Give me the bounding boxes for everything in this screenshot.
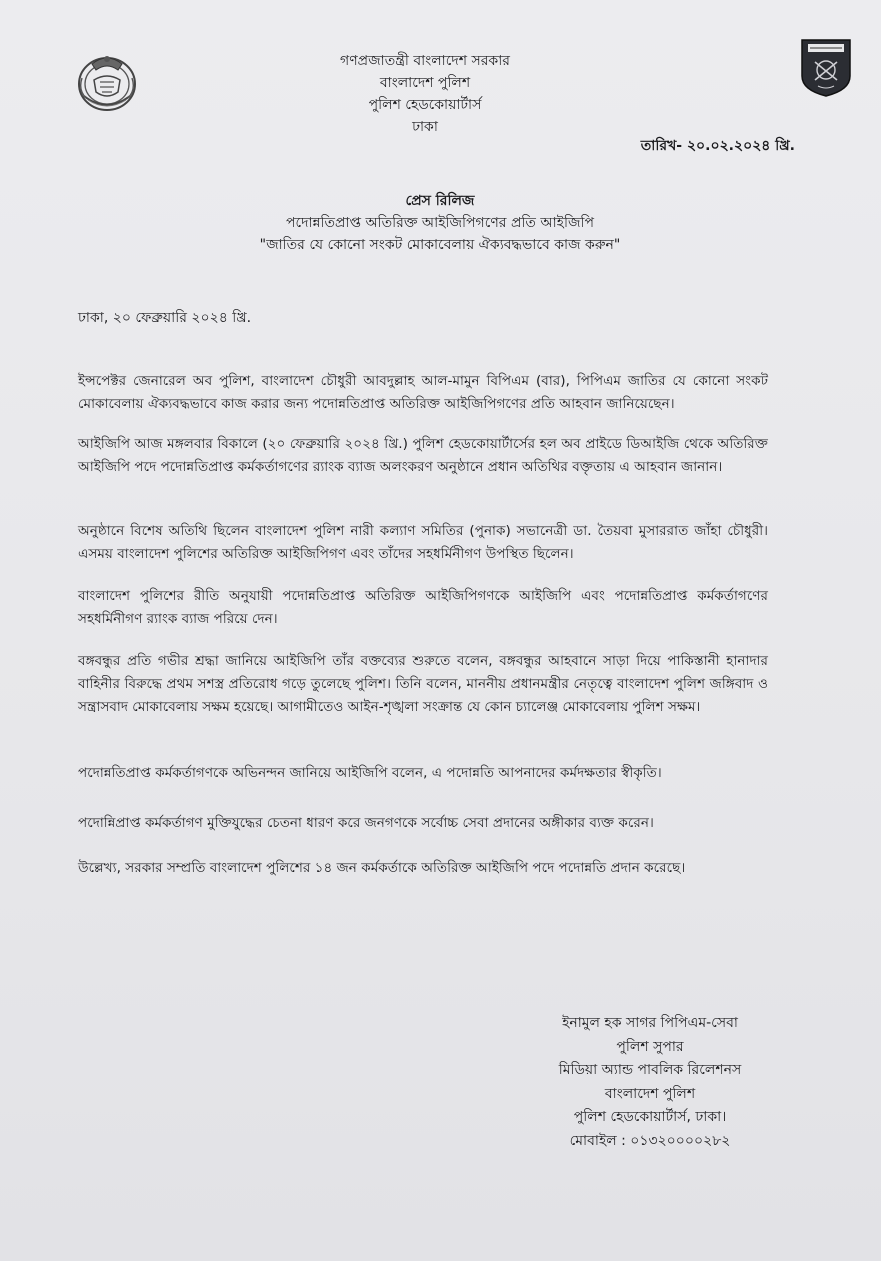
body-paragraph: বাংলাদেশ পুলিশের রীতি অনুযায়ী পদোন্নতিপ্রাপ্ত অতিরিক্ত আইজিপিগণকে আইজিপি এবং পদোন্নতিপ্রাপ্ত কর্মকর্তাগণের সহধর্মিনীগণ র‍্যাংক ব্যাজ পরিয়ে দেন। [78, 588, 768, 627]
letterhead [300, 50, 550, 138]
press-release-title: প্রেস রিলিজ [405, 193, 475, 209]
police-shield-badge-icon [800, 38, 852, 98]
press-release-quote: "জাতির যে কোনো সংকট মোকাবেলায় ঐক্যবদ্ধভাবে কাজ করুন" [259, 237, 621, 253]
signature-block [520, 1012, 780, 1153]
body-paragraph: উল্লেখ্য, সরকার সম্প্রতি বাংলাদেশ পুলিশের ১৪ জন কর্মকর্তাকে অতিরিক্ত আইজিপি পদে পদোন্নতি প্রদান করেছে। [78, 860, 686, 876]
letterhead-office: পুলিশ হেডকোয়ার্টার্স [368, 97, 482, 113]
signatory-office: পুলিশ হেডকোয়ার্টার্স, ঢাকা। [573, 1109, 727, 1125]
signatory-rank: পুলিশ সুপার [616, 1038, 684, 1055]
body-paragraph: পদোন্নতিপ্রাপ্ত কর্মকর্তাগণকে অভিনন্দন জানিয়ে আইজিপি বলেন, এ পদোন্নতি আপনাদের কর্মদক্ষতার স্বীকৃতি। [78, 765, 662, 781]
letterhead-government: গণপ্রজাতন্ত্রী বাংলাদেশ সরকার [340, 53, 510, 69]
body-paragraph: পদোন্নিপ্রাপ্ত কর্মকর্তাগণ মুক্তিযুদ্ধের চেতনা ধারণ করে জনগণকে সর্বোচ্চ সেবা প্রদানের অঙ্গীকার ব্যক্ত করেন। [78, 815, 654, 831]
letterhead-organization: বাংলাদেশ পুলিশ [379, 75, 471, 91]
signatory-organization: বাংলাদেশ পুলিশ [604, 1085, 696, 1102]
signatory-name: ইনামুল হক সাগর পিপিএম-সেবা [562, 1015, 738, 1031]
press-release-heading [200, 190, 680, 256]
dateline: ঢাকা, ২০ ফেব্রুয়ারি ২০২৪ খ্রি. [78, 310, 252, 326]
signatory-mobile: মোবাইল : ০১৩২০০০০২৮২ [569, 1132, 731, 1149]
body-paragraph: আইজিপি আজ মঙ্গলবার বিকালে (২০ ফেব্রুয়ারি ২০২৪ খ্রি.) পুলিশ হেডকোয়ার্টার্সের হল অব প্রাইডে ডিআইজি থেকে অতিরিক্ত আইজিপি পদে পদোন্নতিপ্রাপ্ত কর্মকর্তাগণের র‍্যাংক ব্যাজ অলংকরণ অনুষ্ঠানে প্রধান অতিথির বক্তৃতায় এ আহবান জানান। [78, 436, 768, 475]
document-date: তারিখ- ২০.০২.২০২৪ খ্রি. [640, 138, 795, 154]
bangladesh-police-crest-icon [74, 50, 140, 116]
letterhead-city: ঢাকা [412, 119, 438, 135]
body-paragraph: বঙ্গবন্ধুর প্রতি গভীর শ্রদ্ধা জানিয়ে আইজিপি তাঁর বক্তব্যের শুরুতে বলেন, বঙ্গবন্ধুর আহবানে সাড়া দিয়ে পাকিস্তানী হানাদার বাহিনীর বিরুদ্ধে প্রথম সশস্ত্র প্রতিরোধ গড়ে তুলেছে পুলিশ। তিনি বলেন, মাননীয় প্রধানমন্ত্রীর নেতৃত্বে বাংলাদেশ পুলিশ জঙ্গিবাদ ও সন্ত্রাসবাদ মোকাবেলায় সক্ষম হয়েছে। আগামীতেও আইন-শৃঙ্খলা সংক্রান্ত যে কোন চ্যালেঞ্জ মোকাবেলায় পুলিশ সক্ষম। [78, 653, 768, 715]
signatory-unit: মিডিয়া অ্যান্ড পাবলিক রিলেশনস [558, 1062, 742, 1078]
body-paragraph: ইন্সপেক্টর জেনারেল অব পুলিশ, বাংলাদেশ চৌধুরী আবদুল্লাহ আল-মামুন বিপিএম (বার), পিপিএম জাতির যে কোনো সংকট মোকাবেলায় ঐক্যবদ্ধভাবে কাজ করার জন্য পদোন্নতিপ্রাপ্ত অতিরিক্ত আইজিপিগণের প্রতি আহবান জানিয়েছেন। [78, 373, 768, 412]
body-paragraph: অনুষ্ঠানে বিশেষ অতিথি ছিলেন বাংলাদেশ পুলিশ নারী কল্যাণ সমিতির (পুনাক) সভানেত্রী ডা. তৈয়বা মুসাররাত জাঁহা চৌধুরী।এসময় বাংলাদেশ পুলিশের অতিরিক্ত আইজিপিগণ এবং তাঁদের সহধর্মিনীগণ উপস্থিত ছিলেন। [78, 523, 768, 562]
press-release-subtitle: পদোন্নতিপ্রাপ্ত অতিরিক্ত আইজিপিগণের প্রতি আইজিপি [285, 215, 595, 231]
